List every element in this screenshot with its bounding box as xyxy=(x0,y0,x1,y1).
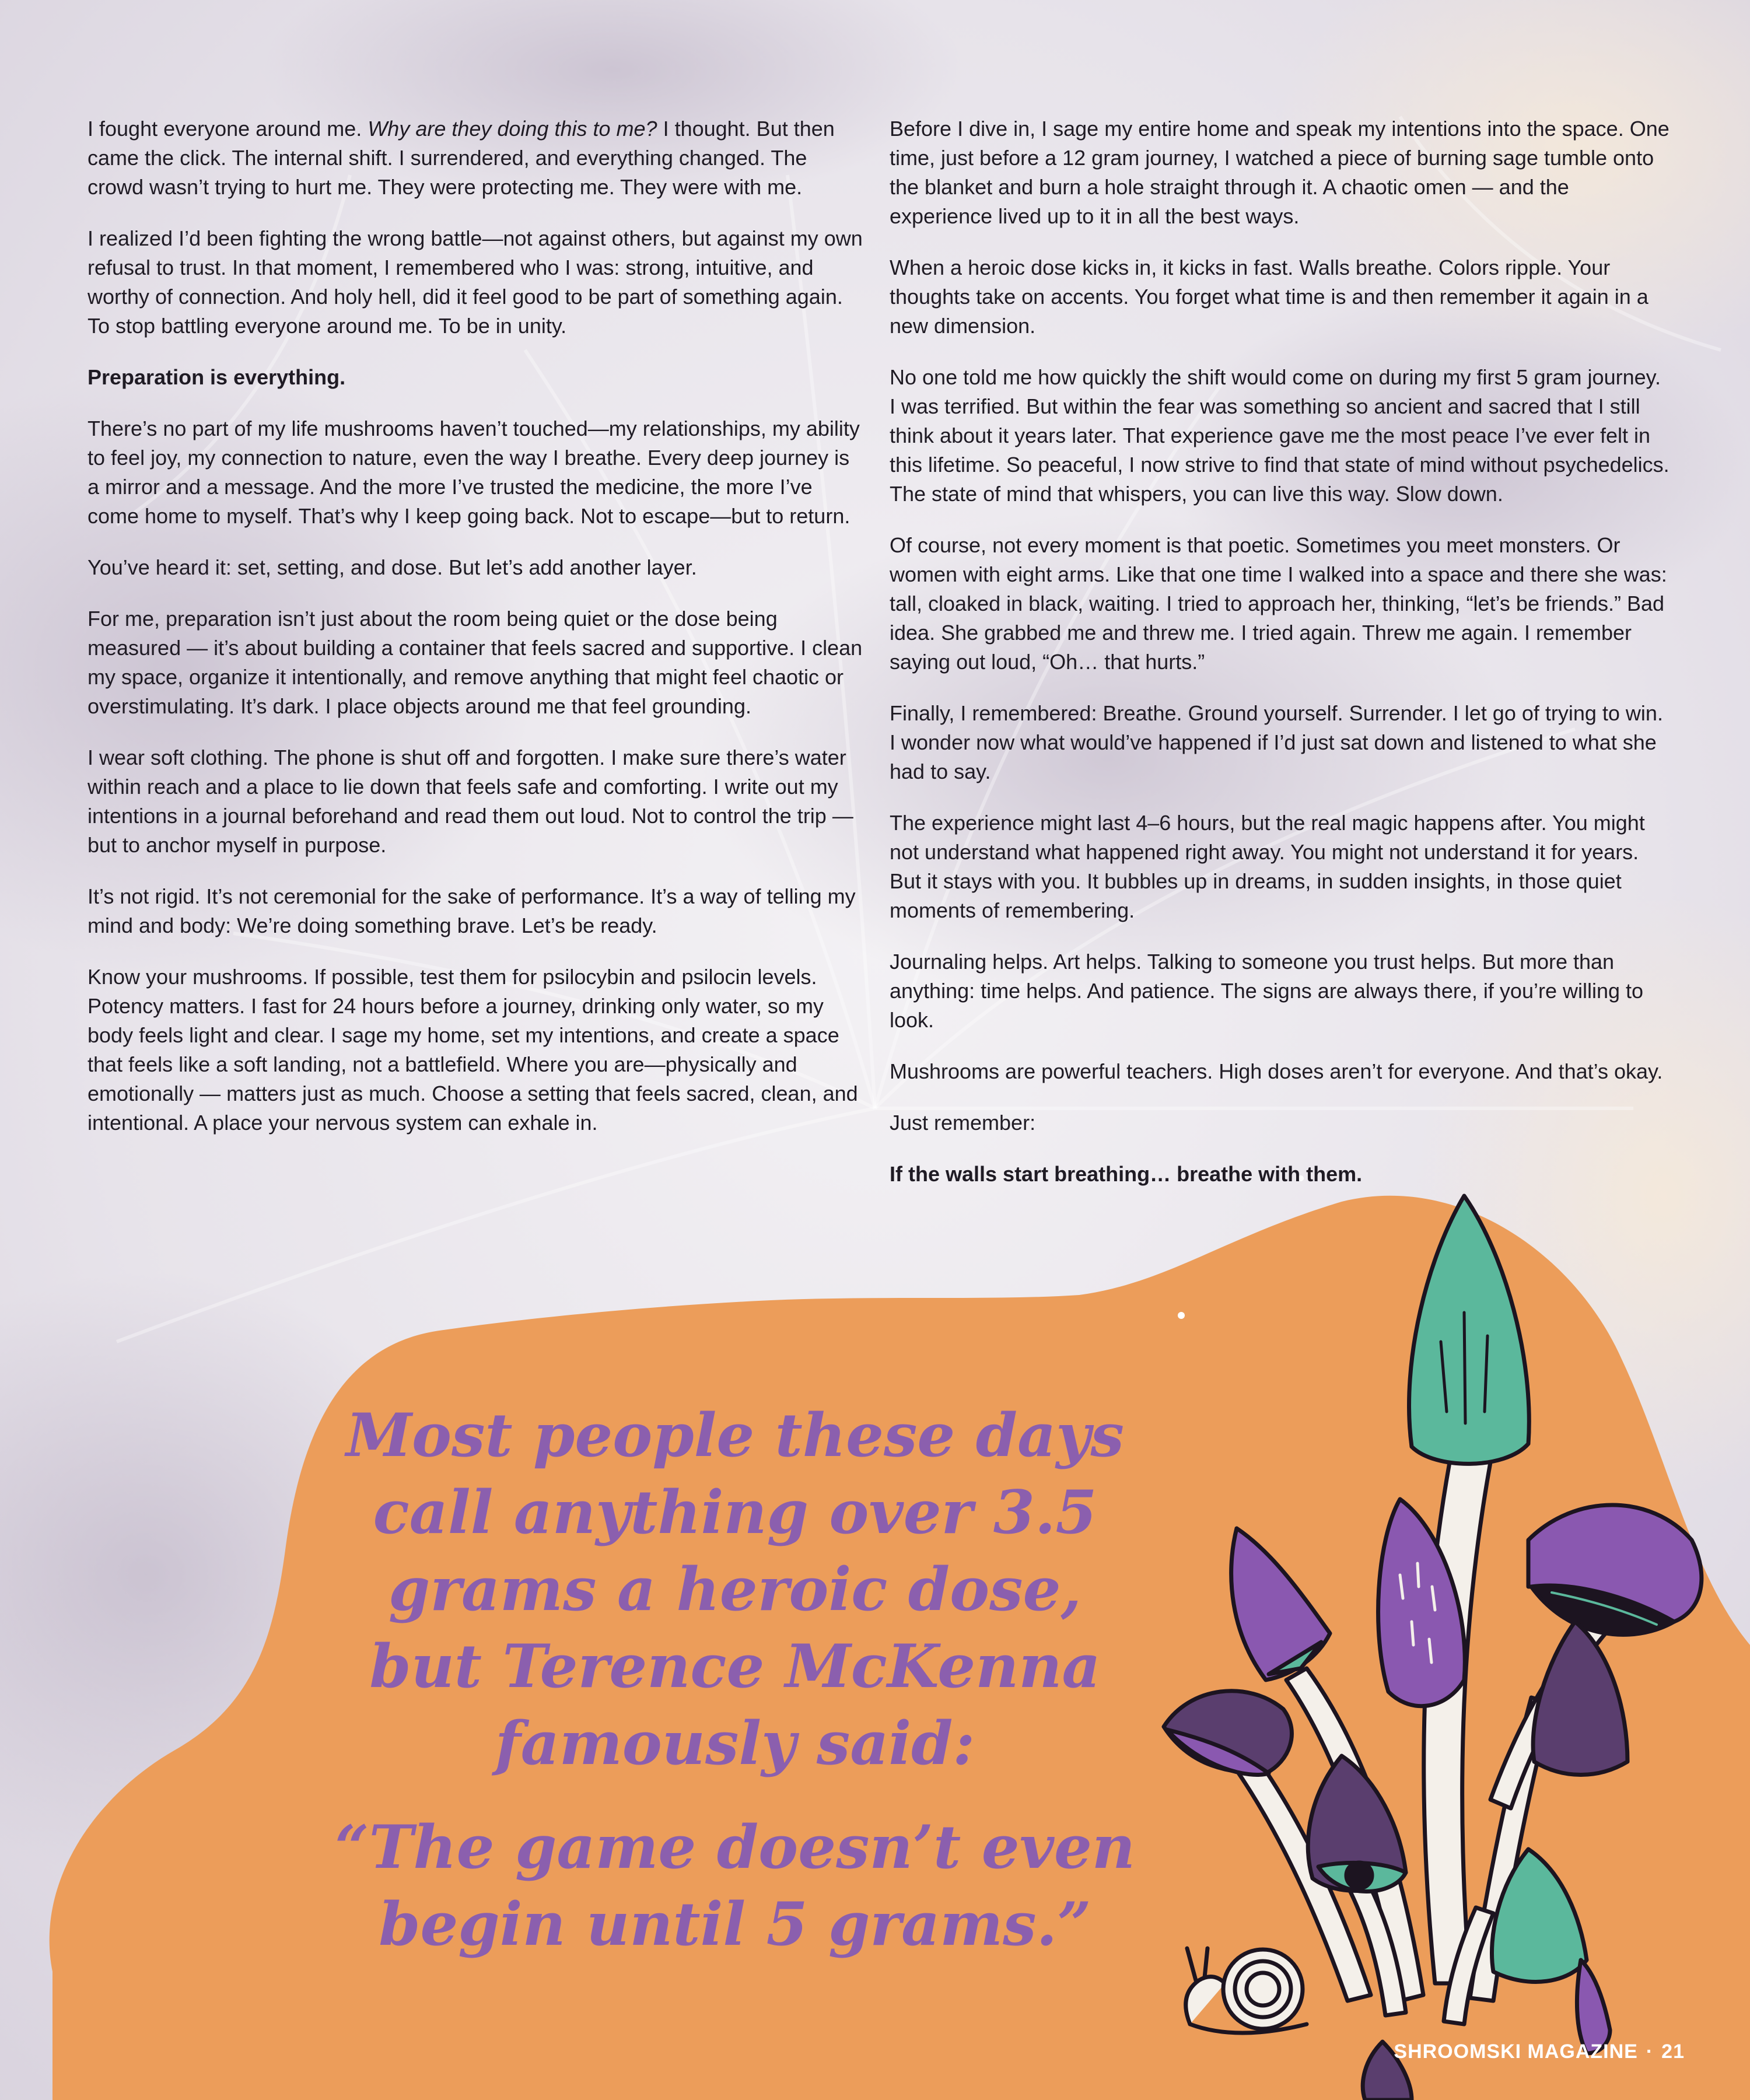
article-paragraph: No one told me how quickly the shift would come on during my first 5 gram journey. I was terrified. But within the fear was something so ancient and sacred that I still think about it years later. That experience gave me the most peace I’ve ever felt in this lifetime. So peaceful, I now strive to find that state of mind without psychedelics. The state of mind that whispers, you can live this way. Slow down. xyxy=(890,365,1670,506)
article-paragraph: Finally, I remembered: Breathe. Ground yourself. Surrender. I let go of trying to win. I wonder now what would’ve happened if I’d just sat down and listened to what she had to say. xyxy=(890,701,1663,783)
article-paragraph: Of course, not every moment is that poetic. Sometimes you meet monsters. Or women with eight arms. Like that one time I walked into a space and there she was: tall, cloaked in black, waiting. I tried to approach her, thinking, “let’s be friends.” Bad idea. She grabbed me and threw me. I tried again. Threw me again. I remember saying out loud, “Oh… that hurts.” xyxy=(890,533,1667,674)
pull-quote-citation: “The game doesn’t even begin until 5 grams.” xyxy=(334,1812,1136,1959)
article-paragraph: Journaling helps. Art helps. Talking to someone you trust helps. But more than anything: time helps. And patience. The signs are always there, if you’re willing to look. xyxy=(890,950,1644,1032)
article-paragraph: Know your mushrooms. If possible, test them for psilocybin and psilocin levels. Potency matters. I fast for 24 hours before a journey, drinking only water, so my body feels light and clear. I sage my home, set my intentions, and create a space that feels like a soft landing, not a battlefield. Where you are—physically and emotionally — matters just as much. Choose a setting that feels sacred, clean, and intentional. A place your nervous system can exhale in. xyxy=(88,965,858,1135)
article-paragraph: Before I dive in, I sage my entire home and speak my intentions into the space. One time, just before a 12 gram journey, I watched a piece of burning sage tumble onto the blanket and burn a hole straight through it. A chaotic omen — and the experience lived up to it in all the best ways. xyxy=(890,117,1670,228)
article-paragraph: Just remember: xyxy=(890,1111,1036,1135)
magazine-name: SHROOMSKI MAGAZINE xyxy=(1394,2041,1638,2063)
article-paragraph: I realized I’d been fighting the wrong battle—not against others, but against my own refusal to trust. In that moment, I remembered who I was: strong, intuitive, and worthy of connection. And holy hell, did it feel good to be part of something again. To stop battling everyone around me. To be in unity. xyxy=(88,226,863,338)
article-paragraph: There’s no part of my life mushrooms haven’t touched—my relationships, my ability to feel joy, my connection to nature, even the way I breathe. Every deep journey is a mirror and a message. And the more I’ve trusted the medicine, the more I’ve come home to myself. That’s why I keep going back. Not to escape—but to return. xyxy=(88,416,860,528)
speck xyxy=(1178,1312,1185,1319)
page-number: 21 xyxy=(1661,2041,1685,2063)
article-paragraph: Mushrooms are powerful teachers. High doses aren’t for everyone. And that’s okay. xyxy=(890,1059,1663,1083)
article-paragraph: It’s not rigid. It’s not ceremonial for the sake of performance. It’s a way of telling my mind and body: We’re doing something brave. Let’s be ready. xyxy=(88,884,856,937)
article-right-column xyxy=(890,114,1671,1211)
article-paragraph: When a heroic dose kicks in, it kicks in fast. Walls breathe. Colors ripple. Your thoughts take on accents. You forget what time is and then remember it again in a new dimension. xyxy=(890,256,1648,338)
article-paragraph: You’ve heard it: set, setting, and dose. But let’s add another layer. xyxy=(88,555,697,579)
page-footer xyxy=(1394,2041,1685,2063)
section-heading: Preparation is everything. xyxy=(88,365,346,389)
article-paragraph: For me, preparation isn’t just about the room being quiet or the dose being measured — it’s about building a container that feels sacred and supportive. I clean my space, organize it intentionally, and remove anything that might feel chaotic or overstimulating. It’s dark. I place objects around me that feel grounding. xyxy=(88,607,863,718)
pull-quote xyxy=(327,1397,1143,1963)
footer-separator: · xyxy=(1646,2041,1654,2063)
article-left-column xyxy=(88,114,863,1160)
article-paragraph: I wear soft clothing. The phone is shut off and forgotten. I make sure there’s water within reach and a place to lie down that feels safe and comforting. I write out my intentions in a journal beforehand and read them out loud. Not to control the trip — but to anchor myself in purpose. xyxy=(88,746,853,857)
pull-quote-lead: Most people these days call anything over 3.5 grams a heroic dose, but Terence McKenna famously said: xyxy=(346,1401,1124,1779)
article-paragraph: I fought everyone around me. Why are they doing this to me? I thought. But then came the click. The internal shift. I surrendered, and everything changed. The crowd wasn’t trying to hurt me. They were protecting me. They were with me. xyxy=(88,117,835,199)
article-paragraph: The experience might last 4–6 hours, but the real magic happens after. You might not understand what happened right away. You might not understand it for years. But it stays with you. It bubbles up in dreams, in sudden insights, in those quiet moments of remembering. xyxy=(890,811,1645,922)
closing-line: If the walls start breathing… breathe with them. xyxy=(890,1162,1363,1186)
